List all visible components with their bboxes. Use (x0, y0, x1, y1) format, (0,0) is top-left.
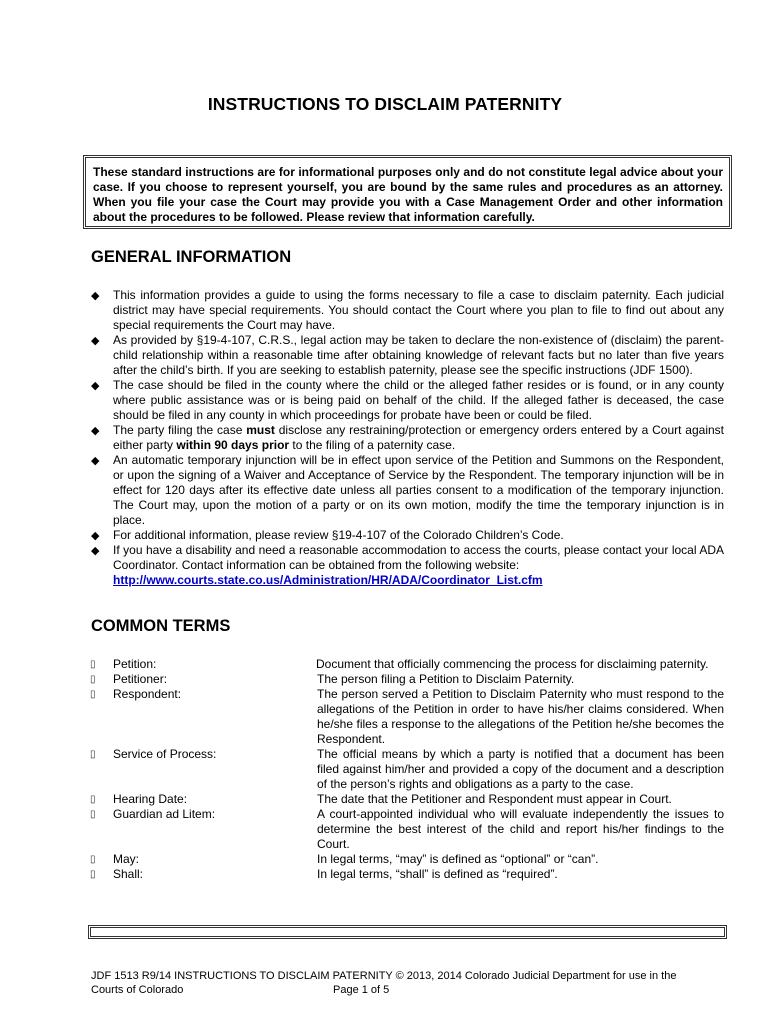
term-definition: Document that officially commencing the process for disclaiming paternity. (316, 657, 709, 671)
list-item: ◆ This information provides a guide to using the forms necessary to file a case to disclaim paternity. Each judicial district may have special requirements. You should contact the Court where you plan to file to find out about any special requirements the Court may have. (91, 288, 724, 332)
footer-courts-line: Courts of Colorado (91, 984, 184, 996)
term-name: Respondent: (113, 687, 182, 701)
term-definition: A court-appointed individual who will evaluate independently the issues to determine the best interest of the child and report his/her findings to the Court. (317, 807, 724, 851)
missing-glyph-icon: ▯ (90, 749, 96, 760)
diamond-bullet-icon: ◆ (91, 380, 100, 392)
term-name: Service of Process: (113, 747, 217, 761)
disclaimer-notice-box (83, 155, 732, 229)
term-row-service-of-process (91, 747, 724, 792)
missing-glyph-icon: ▯ (90, 869, 96, 880)
term-row-petitioner (91, 672, 724, 687)
missing-glyph-icon: ▯ (90, 794, 96, 805)
term-row-hearing-date (91, 792, 724, 807)
diamond-bullet-icon: ◆ (91, 335, 100, 347)
disclaimer-notice-text: These standard instructions are for informational purposes only and do not constitute legal advice about your case. If you choose to represent yourself, you are bound by the same rules and procedures as an attorney. When you file your case the Court may provide you with a Case Management Order and other information about the procedures to be followed. Please review that information carefully. (93, 165, 723, 224)
list-item: ◆ The party filing the case must disclose any restraining/protection or emergency orders entered by a Court against either party within 90 days prior to the filing of a paternity case. (91, 423, 724, 452)
term-row-petition (91, 657, 724, 672)
missing-glyph-icon: ▯ (90, 854, 96, 865)
term-name: Petitioner: (113, 672, 168, 686)
missing-glyph-icon: ▯ (90, 659, 96, 670)
diamond-bullet-icon: ◆ (91, 290, 100, 302)
list-item: ◆ If you have a disability and need a reasonable accommodation to access the courts, please contact your local ADA Coordinator. Contact information can be obtained from the following website: http://www.courts.state.co.us/Administration/HR/ADA/Coordinator_List.cfm (91, 543, 724, 587)
list-item: ◆ The case should be filed in the county where the child or the alleged father resides or is found, or in any county where public assistance was or is being paid on behalf of the child. If the alleged father is deceased, the case should be filed in any county in which proceedings for probate have been or could be filed. (91, 378, 724, 422)
diamond-bullet-icon: ◆ (91, 530, 100, 542)
term-name: Petition: (113, 657, 157, 671)
page-title: INSTRUCTIONS TO DISCLAIM PATERNITY (207, 94, 563, 114)
bottom-divider-box (88, 925, 727, 939)
term-name: Hearing Date: (113, 792, 188, 806)
footer-form-id-line: JDF 1513 R9/14 INSTRUCTIONS TO DISCLAIM PATERNITY © 2013, 2014 Colorado Judicial Department for use in the (91, 970, 677, 982)
term-definition: The official means by which a party is notified that a document has been filed against him/her and provided a copy of the document and a description of the person’s rights and obligations as a party to the case. (317, 747, 724, 791)
list-item: ◆ As provided by §19-4-107, C.R.S., legal action may be taken to declare the non-existence of (disclaim) the parent-child relationship within a reasonable time after obtaining knowledge of relevant facts but no later than five years after the child’s birth. If you are seeking to establish paternity, please see the specific instructions (JDF 1500). (91, 333, 724, 377)
term-definition: The person filing a Petition to Disclaim Paternity. (317, 672, 575, 686)
term-name: May: (113, 852, 140, 866)
missing-glyph-icon: ▯ (90, 689, 96, 700)
term-row-respondent (91, 687, 724, 747)
missing-glyph-icon: ▯ (90, 809, 96, 820)
term-name: Shall: (113, 867, 144, 881)
missing-glyph-icon: ▯ (90, 674, 96, 685)
term-definition: The date that the Petitioner and Respondent must appear in Court. (317, 792, 672, 806)
common-terms-list (91, 657, 724, 882)
term-row-may (91, 852, 724, 867)
general-information-heading: GENERAL INFORMATION (91, 248, 292, 266)
term-definition: In legal terms, “shall” is defined as “required”. (317, 867, 558, 881)
diamond-bullet-icon: ◆ (91, 455, 100, 467)
term-definition: The person served a Petition to Disclaim Paternity who must respond to the allegations of the Petition in order to have his/her claims considered. When he/she files a response to the allegations of the Petition he/she becomes the Respondent. (317, 687, 724, 746)
diamond-bullet-icon: ◆ (91, 425, 100, 437)
page-footer (91, 969, 731, 997)
term-definition: In legal terms, “may” is defined as “optional” or “can”. (317, 852, 599, 866)
common-terms-heading: COMMON TERMS (91, 617, 231, 635)
term-row-guardian-ad-litem (91, 807, 724, 852)
list-item: ◆ An automatic temporary injunction will be in effect upon service of the Petition and Summons on the Respondent, or upon the signing of a Waiver and Acceptance of Service by the Respondent. The temporary injunction will be in effect for 120 days after its effective date unless all parties consent to a modification of the temporary injunction. The Court may, upon the motion of a party or on its own motion, modify the time the temporary injunction is in place. (91, 453, 724, 527)
term-name: Guardian ad Litem: (113, 807, 216, 821)
ada-coordinator-link[interactable]: http://www.courts.state.co.us/Administration/HR/ADA/Coordinator_List.cfm (113, 573, 543, 587)
list-item: ◆ For additional information, please review §19-4-107 of the Colorado Children’s Code. (91, 528, 564, 542)
term-row-shall (91, 867, 724, 882)
page-number: Page 1 of 5 (333, 984, 390, 996)
diamond-bullet-icon: ◆ (91, 545, 100, 557)
general-information-list (91, 288, 724, 588)
